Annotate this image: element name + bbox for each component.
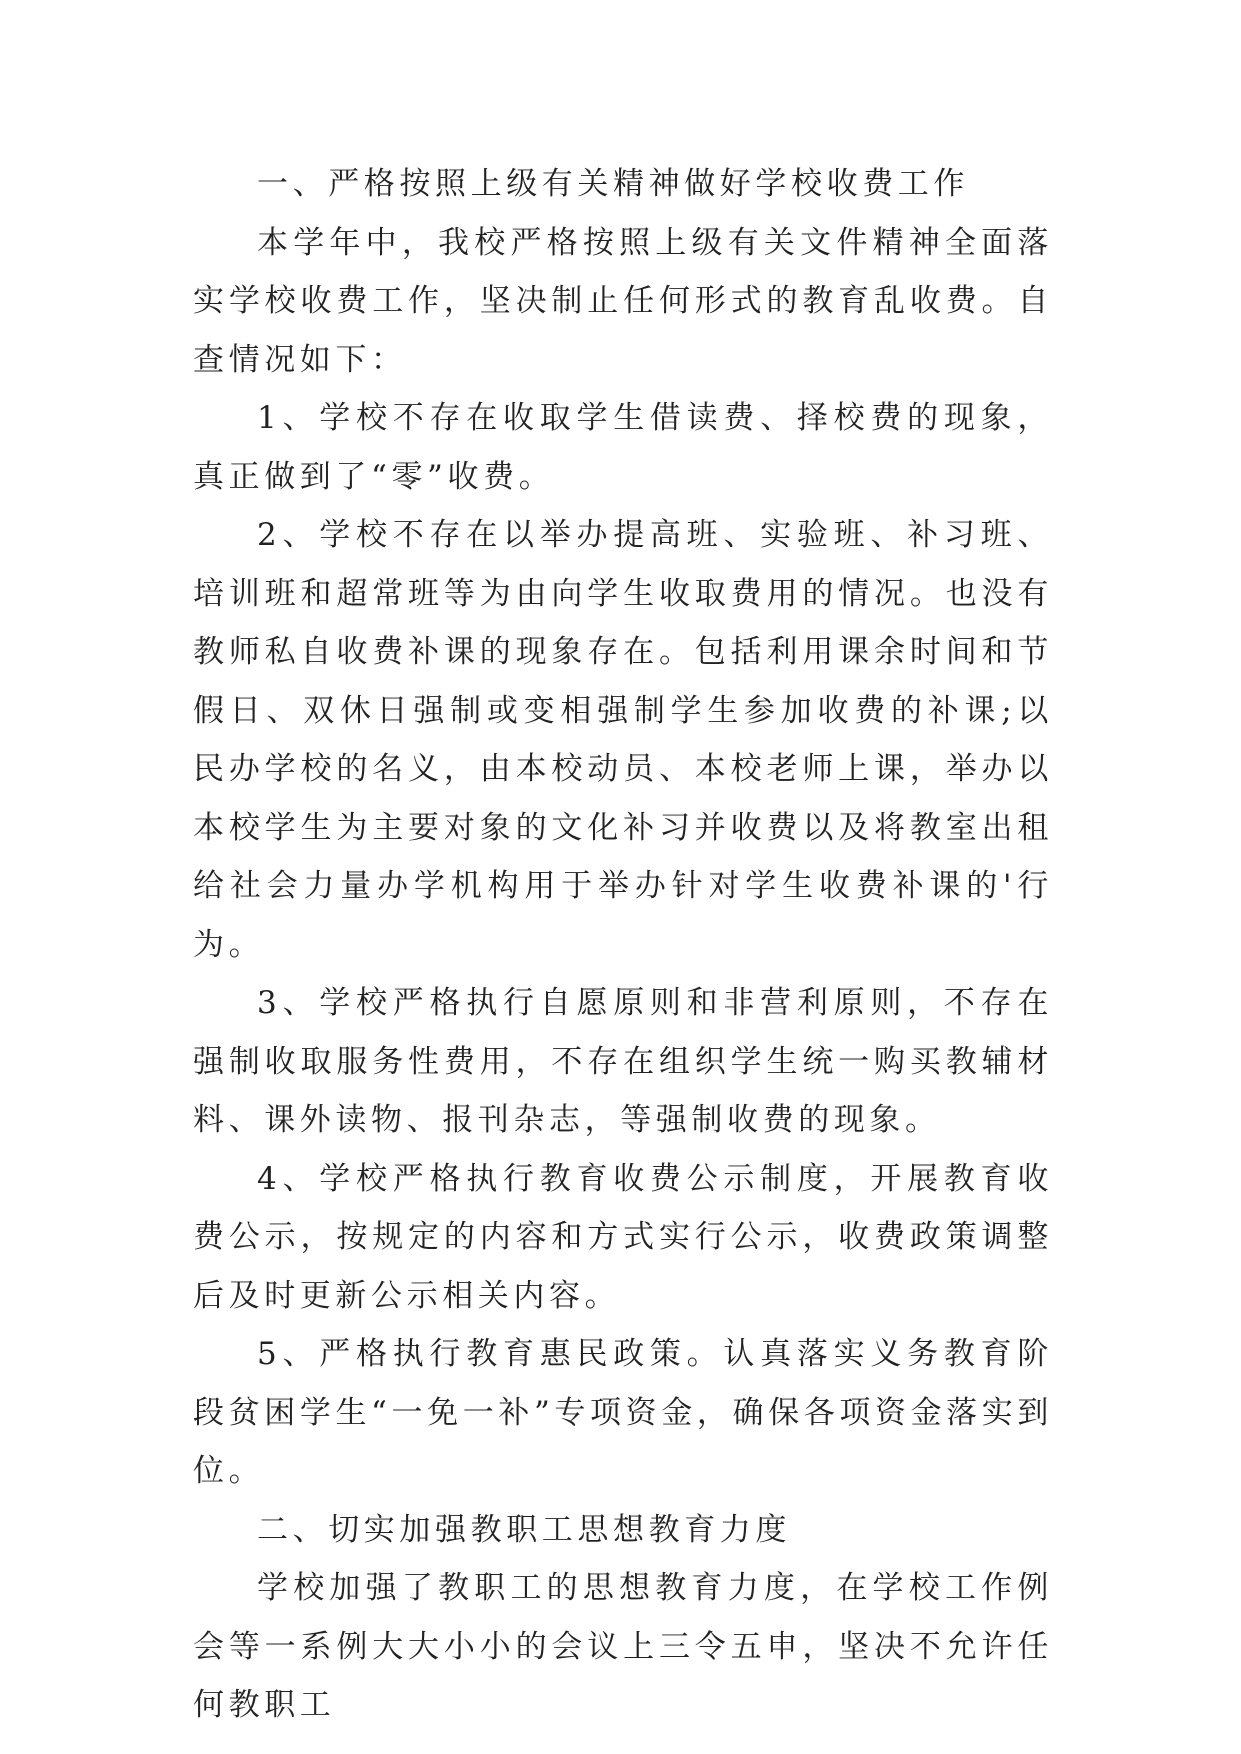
list-item-4: 4、学校严格执行教育收费公示制度，开展教育收费公示，按规定的内容和方式实行公示，收费政策调整后及时更新公示相关内容。 xyxy=(193,1160,1053,1314)
list-item-3: 3、学校严格执行自愿原则和非营利原则，不存在强制收取服务性费用，不存在组织学生统一购买教辅材料、课外读物、报刊杂志，等强制收费的现象。 xyxy=(193,985,1053,1138)
document-body xyxy=(193,155,1053,1735)
section-heading-2: 二、切实加强教职工思想教育力度 xyxy=(257,1511,791,1548)
paragraph-staff: 学校加强了教职工的思想教育力度，在学校工作例会等一系例大大小小的会议上三令五申，坚决不允许任何教职工 xyxy=(193,1570,1053,1723)
list-item-5: 5、严格执行教育惠民政策。认真落实义务教育阶段贫困学生“一免一补”专项资金，确保各项资金落实到位。 xyxy=(193,1336,1053,1489)
list-item-1: 1、学校不存在收取学生借读费、择校费的现象，真正做到了“零”收费。 xyxy=(193,400,1053,495)
paragraph-intro: 本学年中，我校严格按照上级有关文件精神全面落实学校收费工作，坚决制止任何形式的教育乱收费。自查情况如下： xyxy=(193,224,1053,378)
list-item-2: 2、学校不存在以举办提高班、实验班、补习班、培训班和超常班等为由向学生收取费用的情况。也没有教师私自收费补课的现象存在。包括利用课余时间和节假日、双休日强制或变相强制学生参加收费的补课;以民办学校的名义，由本校动员、本校老师上课，举办以本校学生为主要对象的文化补习并收费以及将教室出租给社会力量办学机构用于举办针对学生收费补课的'行为。 xyxy=(193,517,1053,963)
section-heading-1: 一、严格按照上级有关精神做好学校收费工作 xyxy=(257,166,969,202)
